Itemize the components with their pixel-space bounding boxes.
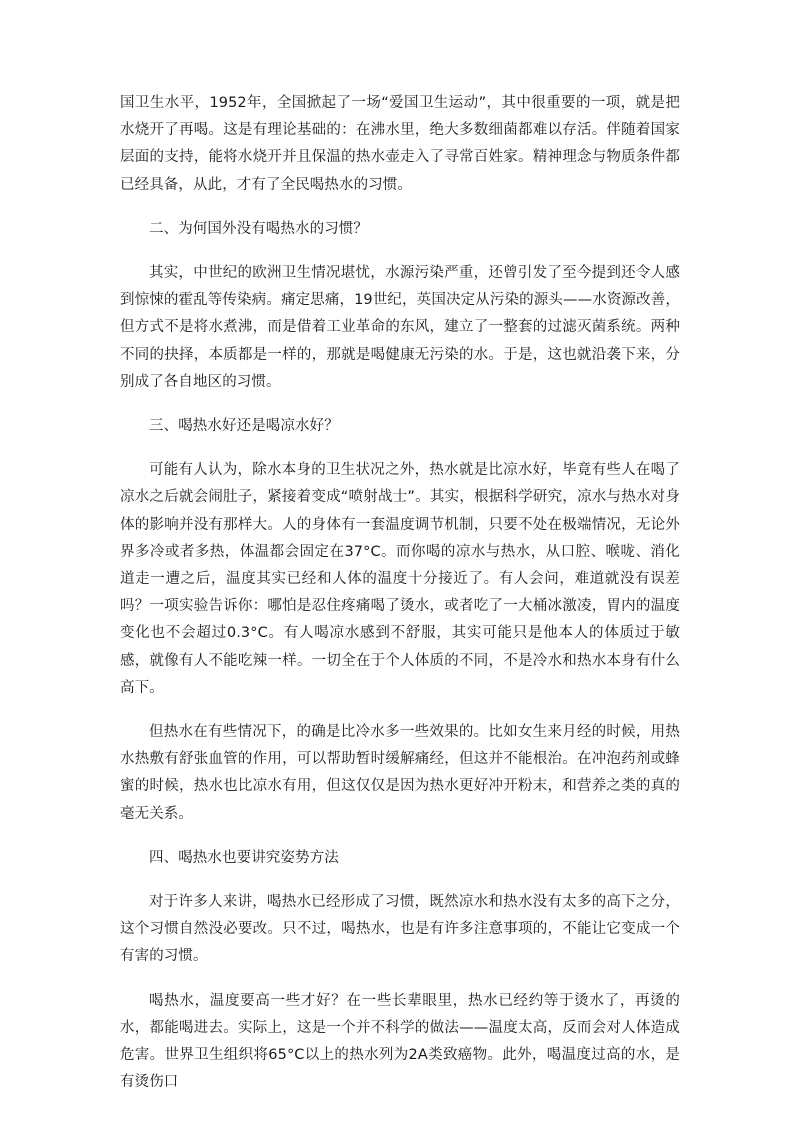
document-body xyxy=(120,90,680,1114)
body-paragraph: 喝热水，温度要高一些才好？在一些长辈眼里，热水已经约等于烫水了，再烫的水，都能喝进去。实际上，这是一个并不科学的做法——温度太高，反而会对人体造成危害。世界卫生组织将65°C以上的热水列为2A类致癌物。此外，喝温度过高的水，是有烫伤口 xyxy=(120,992,680,1091)
body-paragraph: 但热水在有些情况下，的确是比冷水多一些效果的。比如女生来月经的时候，用热水热敷有舒张血管的作用，可以帮助暂时缓解痛经，但这并不能根治。在冲泡药剂或蜂蜜的时候，热水也比凉水有用，但这仅仅是因为热水更好冲开粉末，和营养之类的真的毫无关系。 xyxy=(120,724,680,822)
section-heading: 二、为何国外没有喝热水的习惯？ xyxy=(149,220,368,237)
section-heading: 三、喝热水好还是喝凉水好？ xyxy=(149,418,339,435)
body-paragraph: 其实，中世纪的欧洲卫生情况堪忧，水源污染严重，还曾引发了至今提到还令人感到惊悚的霍乱等传染病。痛定思痛，19世纪，英国决定从污染的源头——水资源改善，但方式不是将水煮沸，而是借着工业革命的东风，建立了一整套的过滤灭菌系统。两种不同的抉择，本质都是一样的，那就是喝健康无污染的水。于是，这也就沿袭下来，分别成了各自地区的习惯。 xyxy=(120,265,680,390)
body-paragraph: 对于许多人来讲，喝热水已经形成了习惯，既然凉水和热水没有太多的高下之分，这个习惯自然没必要改。只不过，喝热水，也是有许多注意事项的，不能让它变成一个有害的习惯。 xyxy=(120,894,680,965)
section-heading: 四、喝热水也要讲究姿势方法 xyxy=(149,849,339,866)
body-paragraph: 可能有人认为，除水本身的卫生状况之外，热水就是比凉水好，毕竟有些人在喝了凉水之后就会闹肚子，紧接着变成“喷射战士”。其实，根据科学研究，凉水与热水对身体的影响并没有那样大。人的身体有一套温度调节机制，只要不处在极端情况，无论外界多冷或者多热，体温都会固定在37°C。而你喝的凉水与热水，从口腔、喉咙、消化道走一遭之后，温度其实已经和人体的温度十分接近了。有人会问，难道就没有误差吗？一项实验告诉你：哪怕是忍住疼痛喝了烫水，或者吃了一大桶冰激凌，胃内的温度变化也不会超过0.3°C。有人喝凉水感到不舒服，其实可能只是他本人的体质过于敏感，就像有人不能吃辣一样。一切全在于个人体质的不同，不是冷水和热水本身有什么高下。 xyxy=(120,462,680,696)
body-paragraph: 国卫生水平，1952年，全国掀起了一场“爱国卫生运动”，其中很重要的一项，就是把水烧开了再喝。这是有理论基础的：在沸水里，绝大多数细菌都难以存活。伴随着国家层面的支持，能将水烧开并且保温的热水壶走入了寻常百姓家。精神理念与物质条件都已经具备，从此，才有了全民喝热水的习惯。 xyxy=(120,95,680,193)
